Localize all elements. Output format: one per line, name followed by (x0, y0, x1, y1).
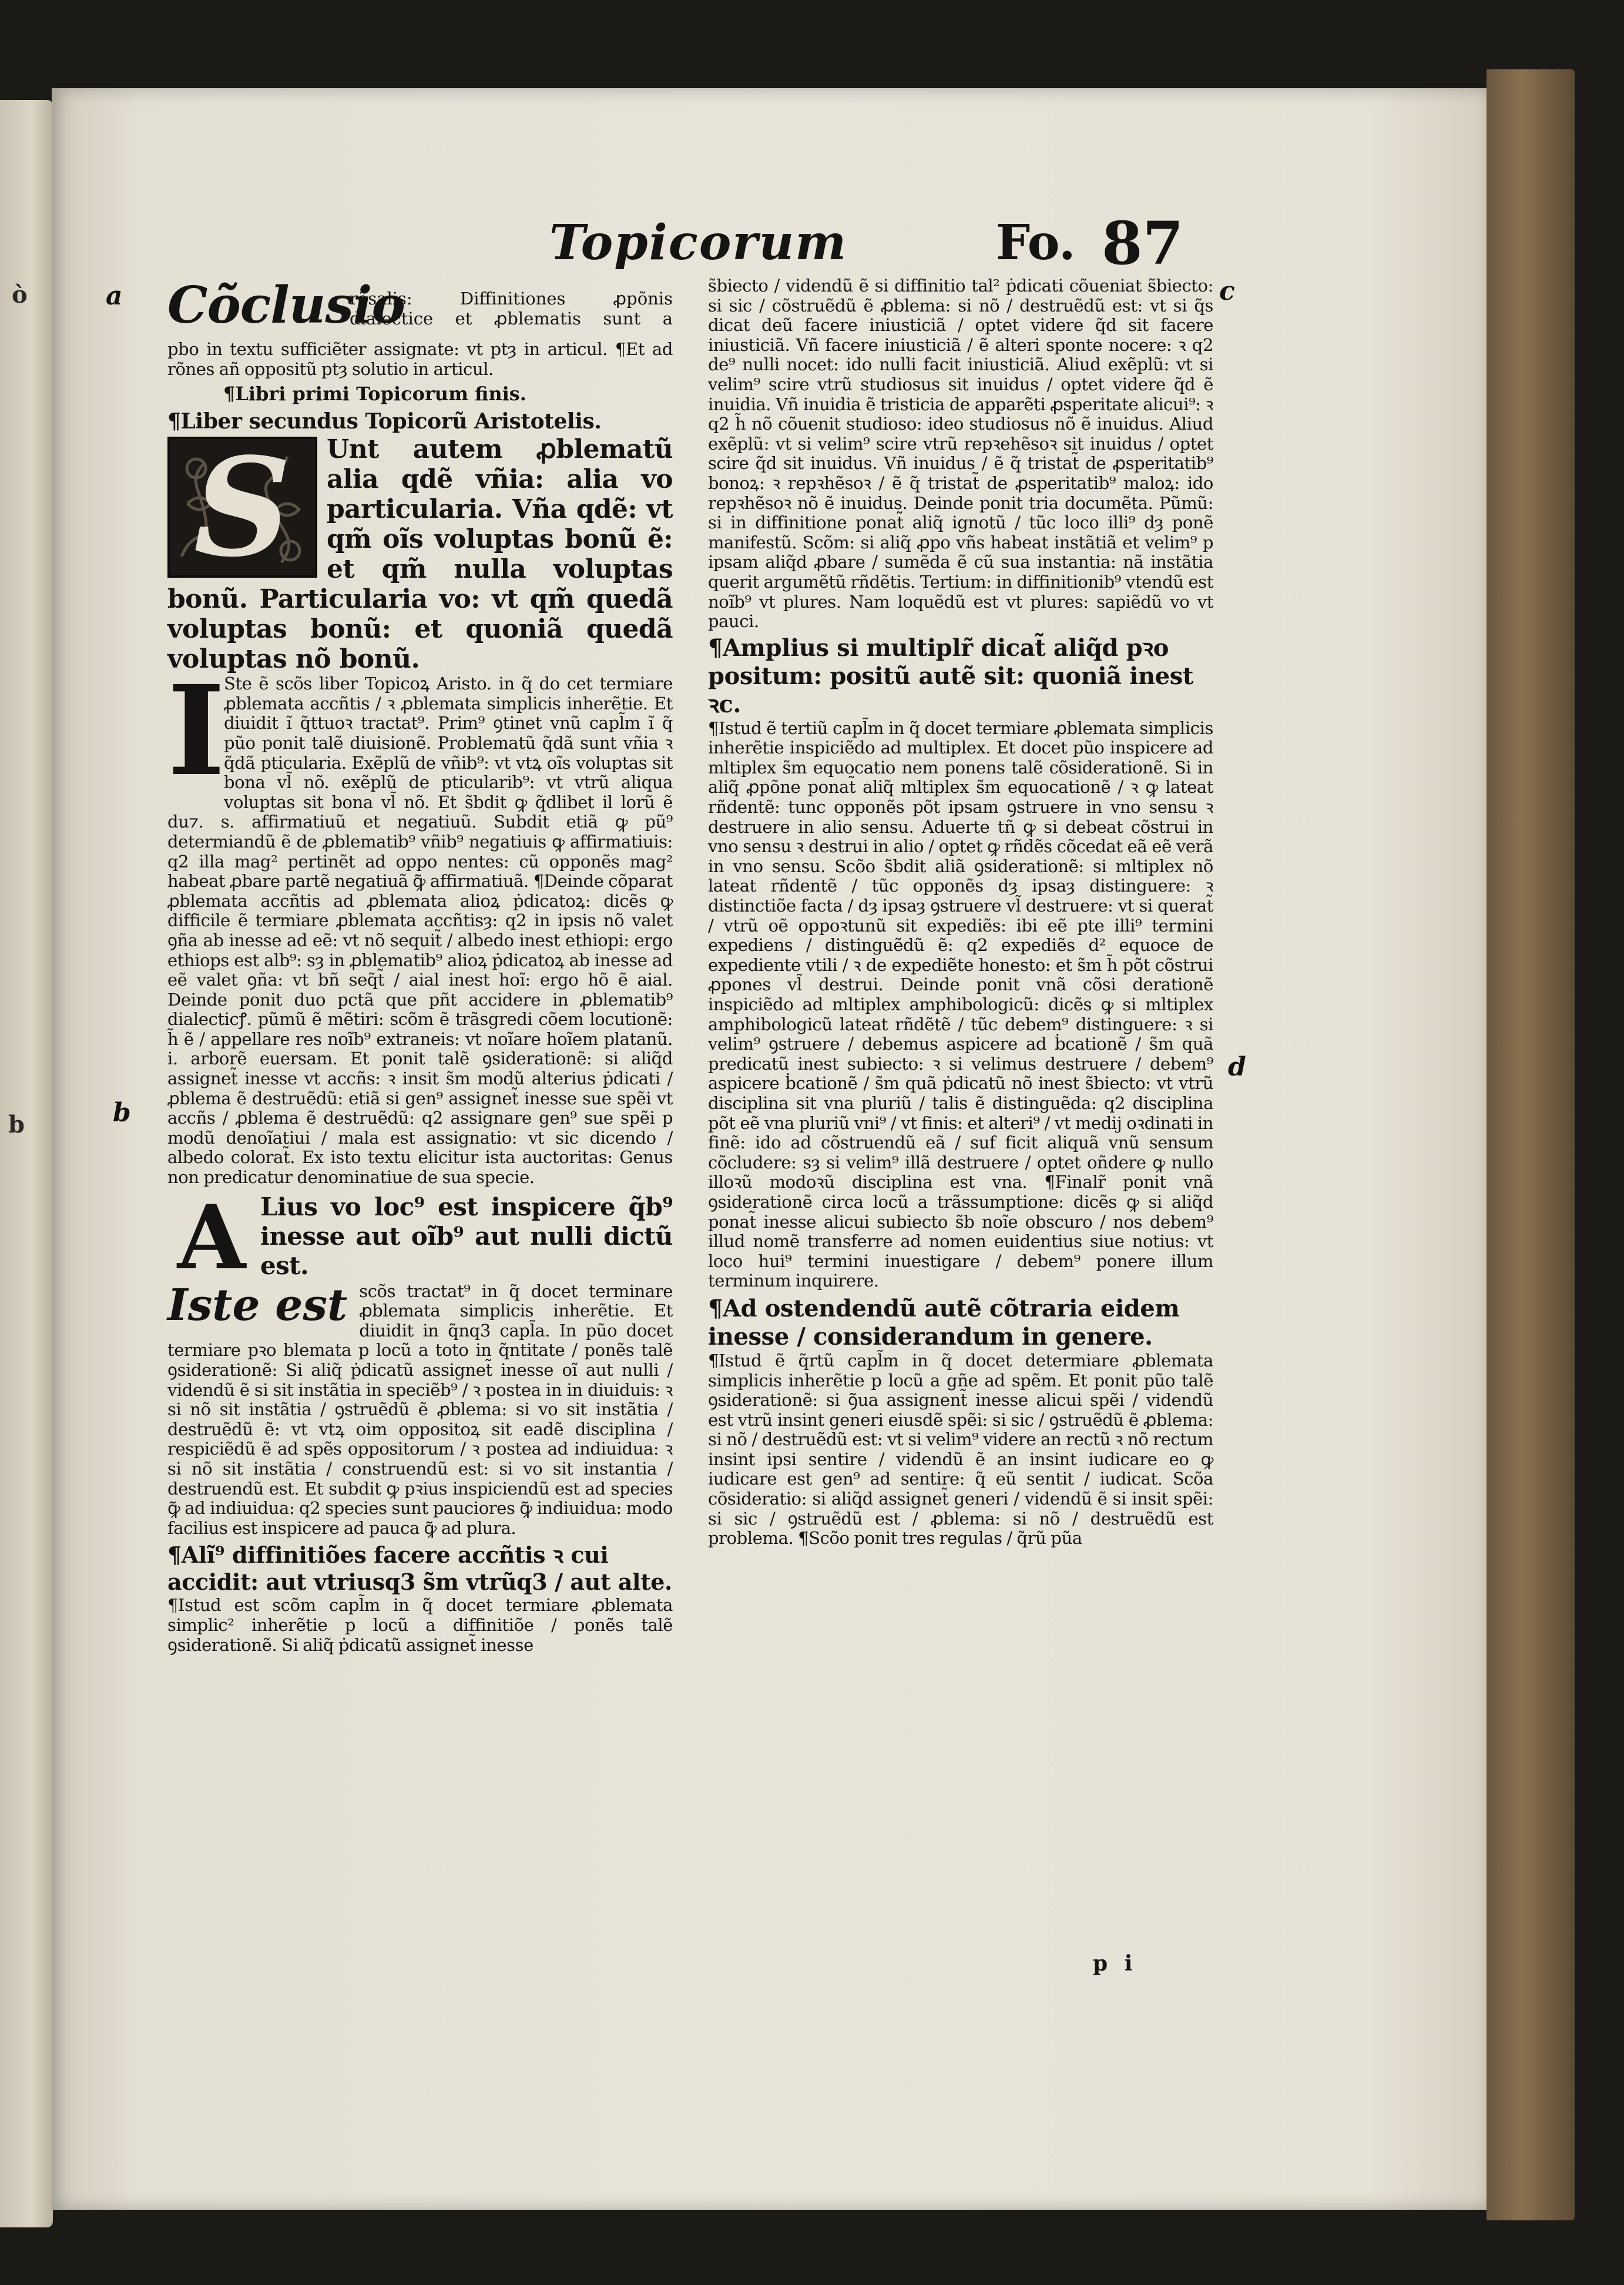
margin-letter-c: c (1219, 276, 1235, 306)
text-iste-liber: Ste ẽ scõs liber Topicoꝝ Aristo. in q̃ do cet termiare ꝓblemata accñtis / ꝛ ꝓblemata simplicis inherẽtie. Et diuidit ĩ q̃ttuoꝛ tractat⁹. Prim⁹ ꝯtinet vnũ capl̃m ĩ q̃ pũo ponit talẽ diuisionẽ. Problematũ q̃dã sunt vñia ꝛ q̃dã pticularia. Exẽplũ de vñib⁹: vt vtꝝ oĩs voluptas sit bona vl̃ nõ. exẽplũ de pticularib⁹: vt vtrũ aliqua voluptas sit bona vl̃ nõ. Et s̃bdit ꝙ q̃dlibet il lorũ ẽ du⁊. s. affirmatiuũ et negatiuũ. Subdit etiã ꝙ pũ⁹ determiandũ ẽ de ꝓblematib⁹ vñib⁹ negatiuis ꝙ affirmatiuis: q2 illa mag² pertinẽt ad oppo nentes: cũ opponẽs mag² habeat ꝓbare partẽ negatiuã ꝙ̃ affirmatiuã. ¶Deinde cõparat ꝓblemata accñtis ad ꝓblemata alioꝝ ṗdicatoꝝ: dicẽs ꝙ difficile ẽ termiare ꝓblemata accñtisȝ: q2 in ipsis nõ valet ꝯña ab inesse ad eẽ: vt nõ sequit̃ / albedo inest ethiopi: ergo ethiops est alb⁹: sȝ in ꝓblematib⁹ alioꝝ ṗdicatoꝝ ab inesse ad eẽ valet ꝯña: vt bñ seq̃t̃ / aial inest hoĩ: ergo hõ ẽ aial. Deinde ponit duo pctã que pñt accidere in ꝓblematib⁹ dialecticꝭ. pũmũ ẽ mẽtiri: scõm ẽ trãsgredi cõem locutionẽ: h̃ ẽ / appellare res noĩb⁹ extraneis: vt noĩare hoĩem platanũ. i. arborẽ euersam. Et ponit talẽ ꝯsiderationẽ: si aliq̃d assignet̃ inesse vt accñs: ꝛ insit s̃m modũ alterius ṗdicati / ꝓblema ẽ destruẽdũ: etiã si gen⁹ assignet̃ inesse sue spẽi vt accñs / ꝓblema ẽ destruẽdũ: q2 assignare gen⁹ sue spẽi p modũ denoĩatiui / mala est assignatio: vt sic dicendo / albedo colorat̃. Ex isto textu elicitur ista auctoritas: Genus non predicatur denominatiue de sua specie. (167, 674, 673, 1188)
margin-letter-d: d (1228, 1052, 1246, 1082)
initial-s-glyph: S (193, 428, 291, 588)
commentary-iste (167, 658, 673, 1188)
page-header (549, 209, 1202, 279)
opening-tail: rõsalis: Diffinitiones ꝓpõnis dialectice et ꝓblematis sunt a (350, 289, 673, 329)
text-alii: ¶Istud est scõm capl̃m in q̃ docet termiare ꝓblemata simplic² inherẽtie p locũ a diffinitiõe / ponẽs talẽ ꝯsiderationẽ. Si aliq̃ ṗdicatũ assignet̃ inesse (167, 1595, 673, 1655)
text-amplius: ¶Istud ẽ tertiũ capl̃m in q̃ docet termiare ꝓblemata simplicis inherẽtie inspiciẽdo ad multiplex. Et docet pũo inspicere ad mltiplex s̃m equocatio nem ponens talẽ cõsiderationẽ. Si in aliq̃ ꝓpõne ponat̃ aliq̃ mltiplex s̃m equocationẽ / ꝛ ꝙ lateat rñdentẽ: tunc opponẽs põt ipsam ꝯstruere in vno sensu ꝛ destruere in alio sensu. Aduerte tñ ꝙ si debeat cõstrui in vno sensu ꝛ destrui in alio / optet ꝙ rñdẽs cõcedat eã eẽ verã in vno sensu. Scõo s̃bdit aliã ꝯsiderationẽ: si mltiplex nõ lateat rñdentẽ / tũc opponẽs dȝ ipsaȝ distinguere: ꝛ distinctiõe facta / dȝ ipsaȝ ꝯstruere vl̃ destruere: vt si querat̃ / vtrũ oẽ oppoꝛtunũ sit expediẽs: ibi eẽ pte illi⁹ termini expediens / distinguẽdũ ẽ: q2 expediẽs d² equoce de expediente vtili / ꝛ de expediẽte honesto: et s̃m h̃ põt cõstrui ꝓpones vl̃ destrui. Deinde ponit vnã cõsi derationẽ inspiciẽdo ad mltiplex amphibologicũ: dicẽs ꝙ si mltiplex amphibologicũ lateat rñdẽtẽ / tũc debem⁹ distinguere: ꝛ si velim⁹ ꝯstruere / debemus aspicere ad ḃcationẽ / s̃m quã predicatũ inest subiecto: ꝛ si velimus destruere / debem⁹ aspicere ḃcationẽ / s̃m quã ṗdicatũ nõ inest s̃biecto: vt vtrũ disciplina sit vna pluriũ / talis ẽ distinguẽda: q2 disciplina põt eẽ vna pluriũ vni⁹ / vt finis: et alteri⁹ / vt medij oꝛdinati in finẽ: ido ad cõstruendũ eã / suf ficit aliquã vnũ sensum cõcludere: sȝ si velim⁹ illã destruere / optet oñdere ꝙ nullo illoꝛũ modoꝛũ disciplina est vna. ¶Finalr̃ ponit vnã ꝯsiderationẽ circa locũ a trãssumptione: dicẽs ꝙ si aliq̃d ponat̃ inesse alicui subiecto s̃b noĩe obscuro / nos debem⁹ illud nomẽ transferre ad nomen euidentius siue notius: vt loco hui⁹ termini inuestigare / debem⁹ ponere illum terminum inquirere. (708, 718, 1213, 1291)
heading-alii: ¶Alĩ⁹ diffinitiões facere accñtis ꝛ cui accidit: aut vtriusq3 s̃m vtrũq3 / aut alte. (167, 1542, 672, 1596)
text-continuation: s̃biecto / videndũ ẽ si diffinitio tal² ṗdicati cõueniat s̃biecto: si sic / cõstruẽdũ ẽ ꝓblema: si nõ / destruẽdũ est: vt si q̃s dicat deũ facere iniusticiã / optet videre q̃d sit facere iniusticiã. Vñ facere iniusticiã / ẽ alteri sponte nocere: ꝛ q2 de⁹ nulli nocet: ido nulli facit iniusticiã. Aliud exẽplũ: vt si velim⁹ scire vtrũ studiosus sit inuidus / optet videre q̃d ẽ inuidia. Vñ inuidia ẽ tristicia de apparẽti ꝓsperitate alicui⁹: ꝛ q2 h̃ nõ cõuenit studioso: ideo studiosus nõ ẽ inuidus. Aliud exẽplũ: vt si velim⁹ scire vtrũ repꝛehẽsoꝛ sit inuidus / optet scire q̃d sit inuidus. Vñ inuidus / ẽ q̃ tristat̃ de ꝓsperitatib⁹ bonoꝝ: ꝛ repꝛhẽsoꝛ / ẽ q̃ tristat̃ de ꝓsperitatib⁹ maloꝝ: ido repꝛhẽsoꝛ nõ ẽ inuidus. Deinde ponit tria documẽta. Pũmũ: si in diffinitione ponat̃ aliq̃ ignotũ / tũc loco illi⁹ dȝ ponẽ manifestũ. Scõm: si aliq̃ ꝓpo vñs habeat instãtiã et velim⁹ p ipsam aliq̃d ꝓbare / sumẽda ẽ cũ sua instantia: nã instãtia querit argumẽtũ rñdẽtis. Tertium: in diffinitionib⁹ vtendũ est noĩb⁹ vt plures. Nam loquẽdũ est vt plures: sapiẽdũ vo vt pauci. (708, 276, 1213, 632)
folio-label: Fo. (996, 215, 1076, 271)
iste-est-word: Iste est (167, 1279, 348, 1331)
running-title: Topicorum (549, 215, 847, 271)
section-alius (167, 1185, 673, 1289)
text-sunt-autem: Unt autem ꝓblematũ alia qdẽ vñia: alia vo particularia. Vña qdẽ: vt qm̃ oĩs voluptas bonũ ẽ: et qm̃ nulla voluptas bonũ. Particularia vo: vt qm̃ quedã voluptas bonũ: et quoniã quedã voluptas nõ bonũ. (167, 434, 673, 675)
signature-mark: p i (1093, 1951, 1138, 1976)
edge-letter-top: ò (12, 281, 28, 309)
heading-alius: Lius vo loc⁹ est inspicere q̃b⁹ inesse aut oĩb⁹ aut nulli dictũ est. (260, 1192, 673, 1280)
book-end-line: ¶Libri primi Topicorum finis. (223, 383, 526, 406)
opening-line (167, 276, 673, 340)
section-iste-est (167, 1279, 673, 1539)
initial-paragraph (167, 428, 673, 675)
text-ad-ostendendum: ¶Istud ẽ q̃rtũ capl̃m in q̃ docet determiare ꝓblemata simplicis inherẽtie p locũ a gñe ad spẽm. Et ponit pũo talẽ ꝯsiderationẽ: si ꝯ̃ua assignent̃ inesse alicui spẽi / videndũ est vtrũ insint generi eiusdẽ spẽi: si sic / ꝯstruẽdũ ẽ ꝓblema: si nõ / destruẽdũ est: vt si velim⁹ videre an rectũ ꝛ nõ rectum insint ipsi sentire / videndũ ẽ an insint iudicare eo ꝙ iudicare est gen⁹ ad sentire: q̃ eũ sentit / iudicat. Scõa cõsideratio: si aliq̃d assignet̃ generi / videndũ ẽ si insit spẽi: si sic / ꝯstruẽdũ est / ꝓblema: si nõ / destruẽdũ est problema. ¶Scõo ponit tres regulas / q̃rũ pũa (708, 1350, 1213, 1549)
binding-cover (1487, 69, 1575, 2220)
drop-initial-i: I (167, 658, 226, 804)
heading-amplius: ¶Amplius si multiplr̃ dicat̃ aliq̃d pꝛo positum: positũ autẽ sit: quoniã inest ꝛc. (708, 634, 1193, 718)
margin-letter-a: a (106, 281, 123, 311)
left-column (167, 276, 673, 1655)
woodcut-initial (167, 428, 317, 588)
heading-ad-ostendendum: ¶Ad ostendendũ autẽ cõtraria eidem inesse / considerandum in genere. (708, 1294, 1180, 1351)
left-page-edge (0, 100, 53, 2227)
edge-letter-bottom: b (8, 1111, 25, 1138)
margin-letter-b: b (113, 1098, 131, 1128)
folio-number: 87 (1102, 209, 1184, 278)
text-iste-est: scõs tractat⁹ in q̃ docet terminare ꝓblemata simplicis inherẽtie. Et diuidit in q̃nq3 capl̃a. In pũo docet termiare pꝛo blemata p locũ a toto in q̃ntitate / ponẽs talẽ ꝯsiderationẽ: Si aliq̃ ṗdicatũ assignet̃ inesse oĩ aut nulli / videndũ ẽ si sit instãtia in speciẽb⁹ / ꝛ postea in in diuiduis: ꝛ si nõ sit instãtia / ꝯstruẽdũ ẽ ꝓblema: si vo sit instãtia / destruẽdũ ẽ: vt vtꝝ oim oppositoꝝ sit eadẽ disciplina / respiciẽdũ ẽ ad spẽs oppositorum / ꝛ postea ad indiuidua: ꝛ si nõ sit instãtia / construendũ est: si vo sit instantia / destruendũ est. Et subdit ꝙ pꝛius inspiciendũ est ad species ꝙ̃ ad indiuidua: q2 species sunt pauciores ꝙ̃ indiuidua: modo facilius est inspicere ad pauca ꝙ̃ ad plura. (167, 1281, 673, 1538)
opening-continuation: pbo in textu sufficiẽter assignate: vt ptȝ in articul. ¶Et ad rõnes añ oppositũ ptȝ solutio in articul. (167, 339, 673, 379)
book-two-title: ¶Liber secundus Topicorũ Aristotelis. (167, 409, 602, 434)
opening-word: Cõclusio (167, 276, 405, 335)
right-column (708, 276, 1213, 1549)
drop-initial-a: A (177, 1185, 246, 1289)
